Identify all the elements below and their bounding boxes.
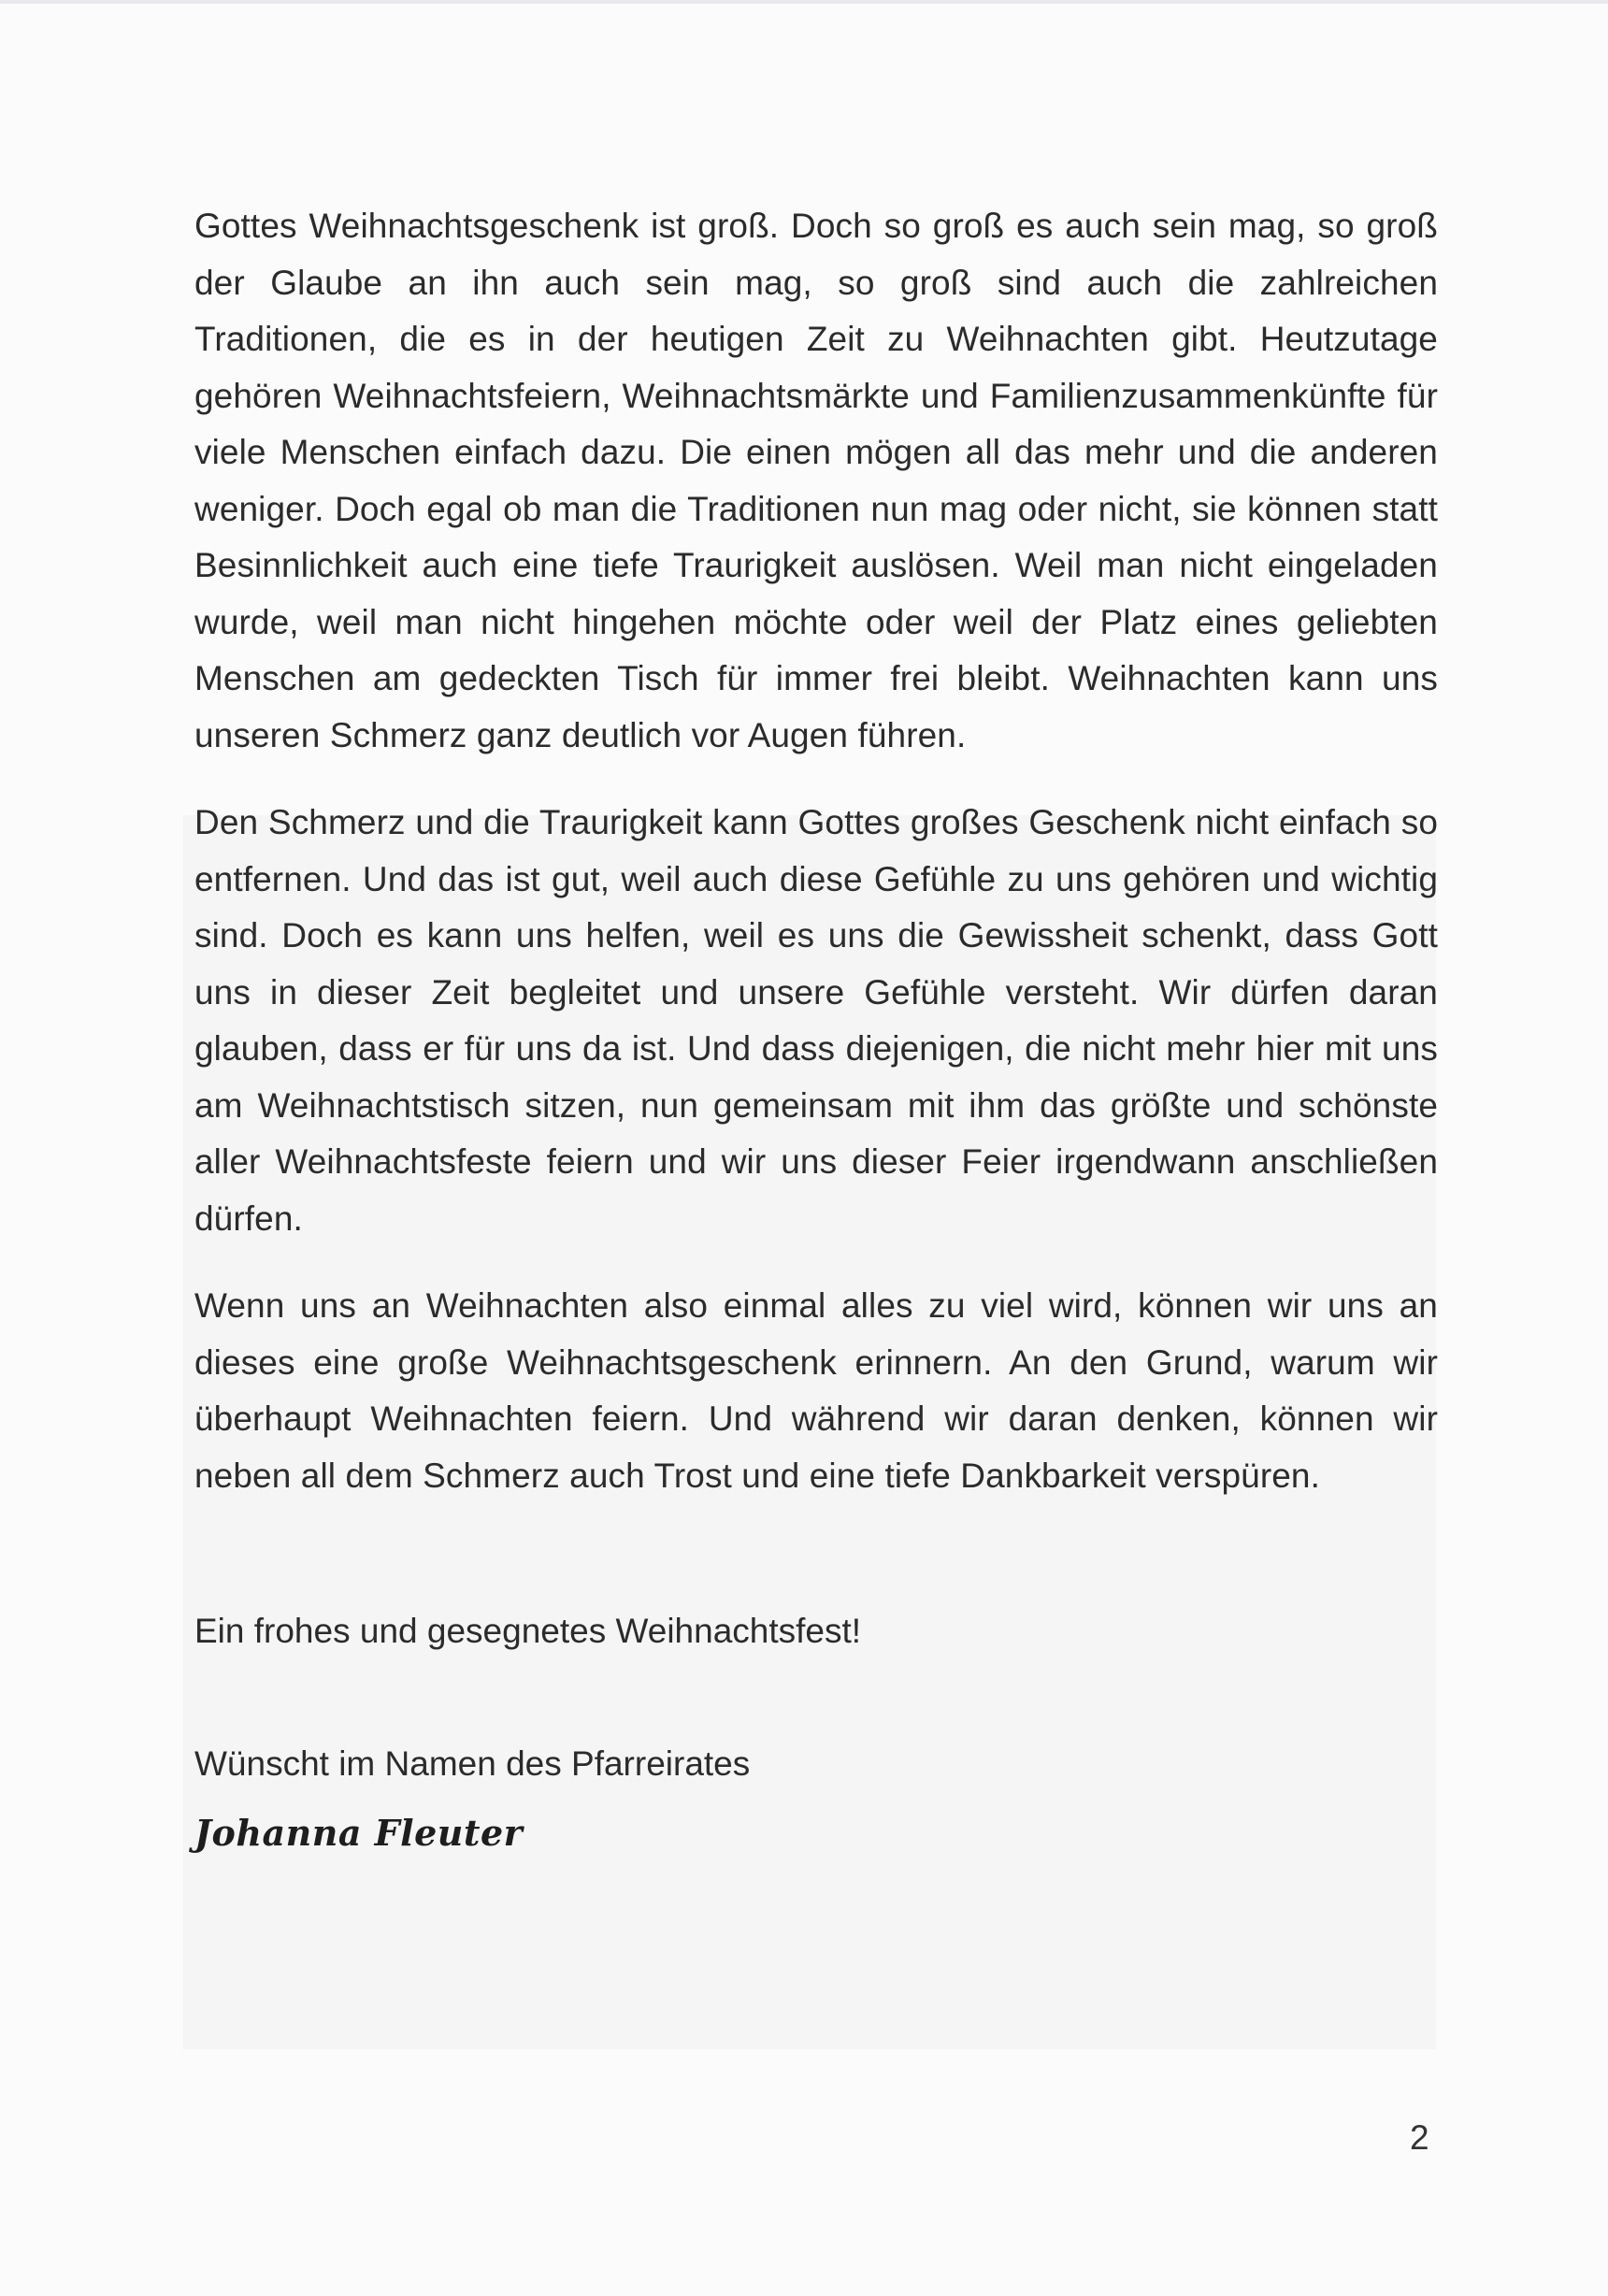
signature-intro: Wünscht im Namen des Pfarreirates: [194, 1744, 751, 1783]
paragraph-3: Wenn uns an Weihnachten also einmal alles zu viel wird, können wir uns an dieses eine große Weihnachtsgeschenk erinnern. An den Grund, warum wir überhaupt Weihnachten feiern. Und während wir daran denken, können wir neben all dem Schmerz auch Trost und eine tiefe Dankbarkeit verspüren.: [194, 1286, 1438, 1495]
paragraph-2: Den Schmerz und die Traurigkeit kann Gottes großes Geschenk nicht einfach so entfernen. Und das ist gut, weil auch diese Gefühle zu uns gehören und wichtig sind. Doch es kann uns helfen, weil es uns die Gewissheit schenkt, dass Gott uns in dieser Zeit begleitet und unsere Gefühle versteht. Wir dürfen daran glauben, dass er für uns da ist. Und dass diejenigen, die nicht mehr hier mit uns am Weihnachtstisch sitzen, nun gemeinsam mit ihm das größte und schönste aller Weihnachtsfeste feiern und wir uns dieser Feier irgendwann anschließen dürfen.: [194, 803, 1438, 1238]
letter-body: [194, 198, 1438, 1861]
page-number: 2: [1410, 2118, 1429, 2157]
page-top-edge: [0, 0, 1608, 4]
closing-greeting: Ein frohes und gesegnetes Weihnachtsfest!: [194, 1612, 862, 1650]
paragraph-1: Gottes Weihnachtsgeschenk ist groß. Doch so groß es auch sein mag, so groß der Glaube an ihn auch sein mag, so groß sind auch die zahlreichen Traditionen, die es in der heutigen Zeit zu Weihnachten gibt. Heutzutage gehören Weihnachtsfeiern, Weihnachtsmärkte und Familienzusammenkünfte für viele Menschen einfach dazu. Die einen mögen all das mehr und die anderen weniger. Doch egal ob man die Traditionen nun mag oder nicht, sie können statt Besinnlichkeit auch eine tiefe Traurigkeit auslösen. Weil man nicht eingeladen wurde, weil man nicht hingehen möchte oder weil der Platz eines geliebten Menschen am gedeckten Tisch für immer frei bleibt. Weihnachten kann uns unseren Schmerz ganz deutlich vor Augen führen.: [194, 207, 1438, 754]
signature-name: Johanna Fleuter: [194, 1812, 524, 1854]
